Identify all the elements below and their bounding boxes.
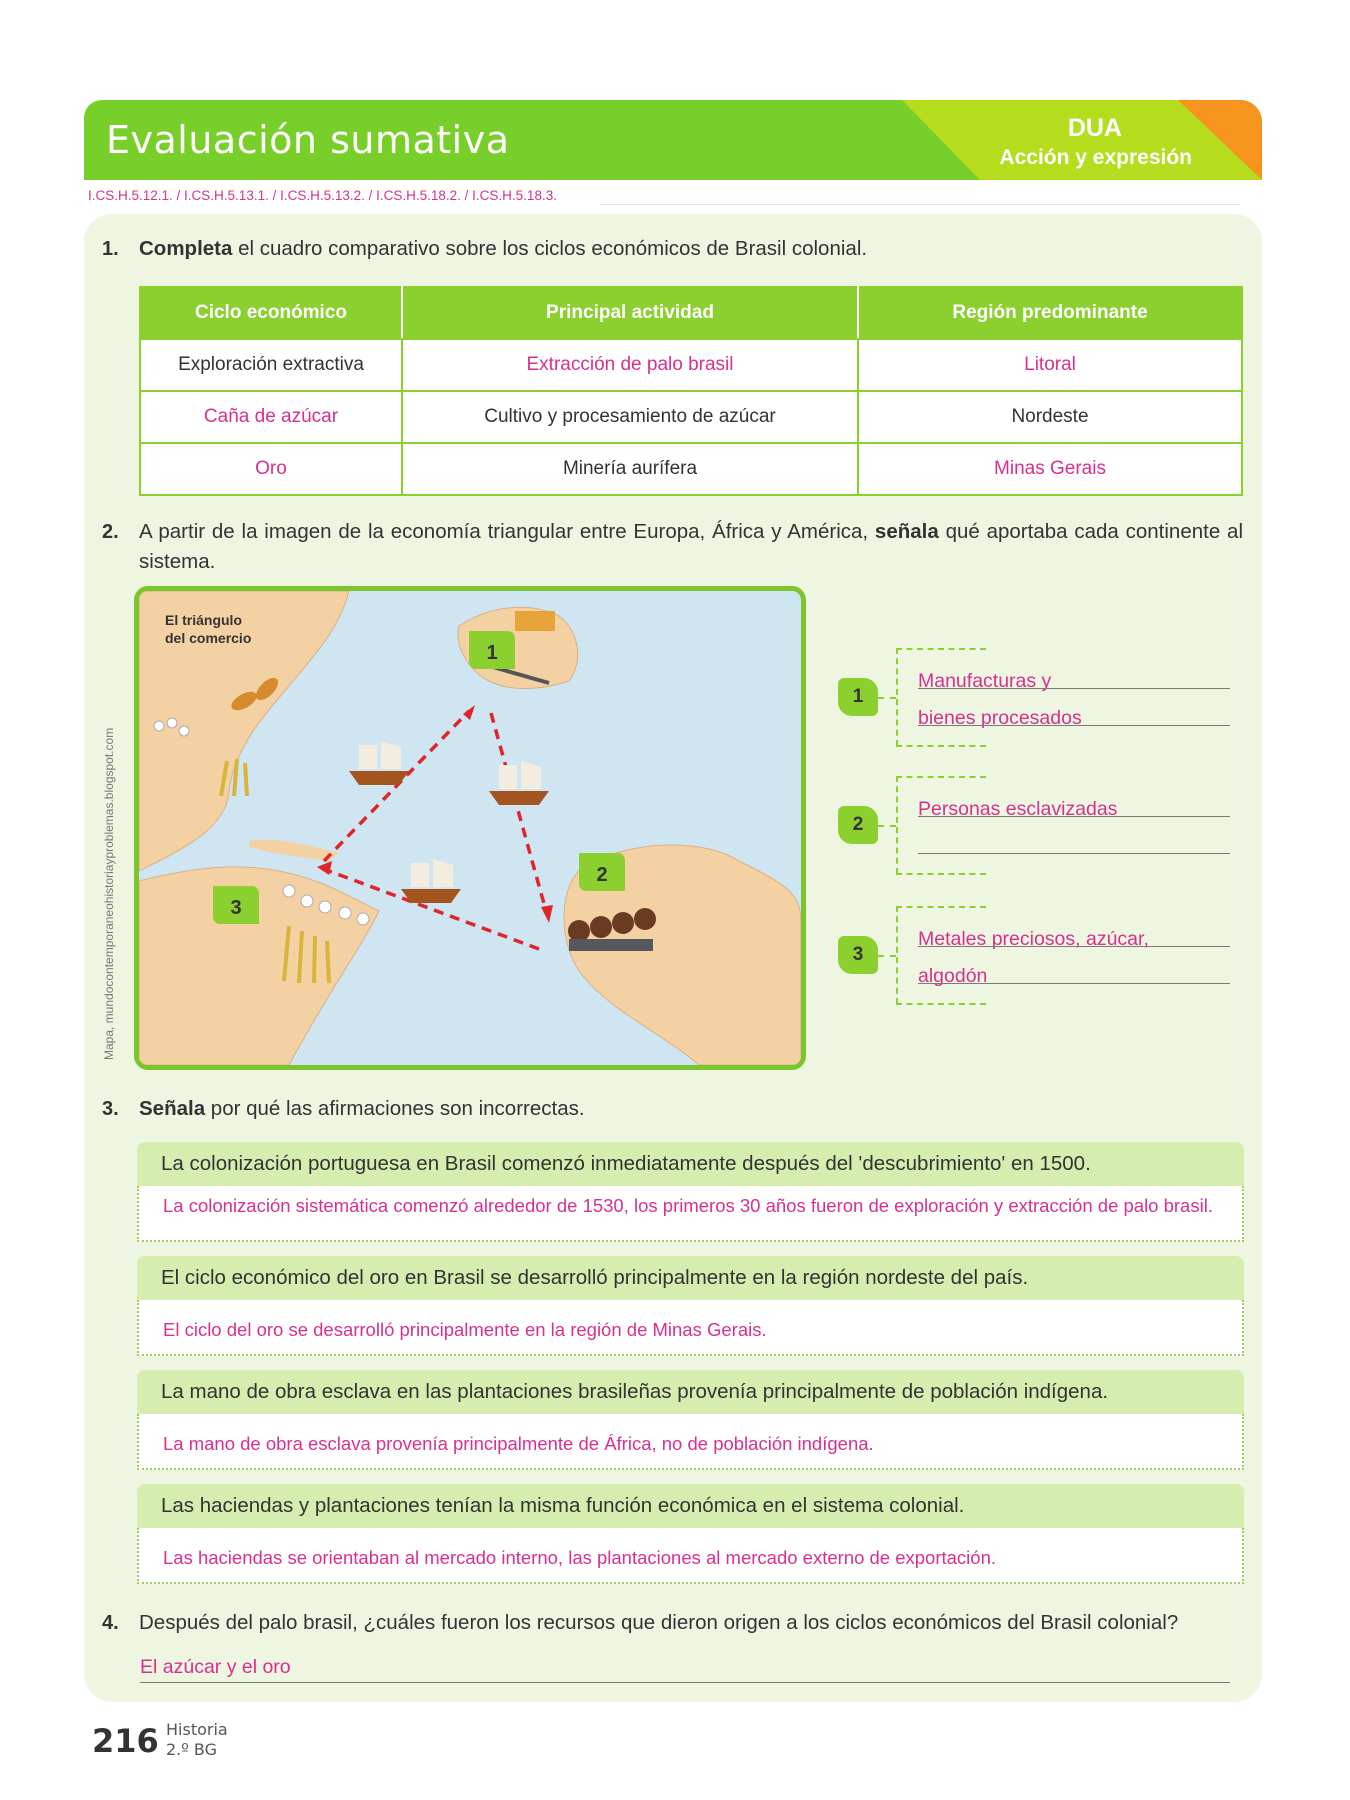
statement-3: La mano de obra esclava en las plantaciones brasileñas provenía principalmente de población indígena.: [137, 1370, 1244, 1414]
footer-subject: [166, 1720, 228, 1760]
table-answer-cell[interactable]: Caña de azúcar: [140, 391, 402, 443]
table-answer-cell[interactable]: Litoral: [858, 339, 1242, 391]
answer-frame-top: [896, 906, 986, 908]
table-cell: Cultivo y procesamiento de azúcar: [402, 391, 858, 443]
ship-icon: [489, 761, 549, 805]
table-header-cell: Ciclo económico: [140, 287, 402, 339]
map-marker-2-label: 2: [596, 864, 608, 886]
answer-box-2: [838, 776, 1258, 876]
route-europe-africa: [491, 713, 546, 911]
map-marker-3-label: 3: [230, 897, 242, 919]
q2-number: 2.: [102, 521, 119, 543]
dua-subtitle: Acción y expresión: [999, 146, 1192, 169]
correction-2[interactable]: El ciclo del oro se desarrolló principalmente en la región de Minas Gerais.: [137, 1300, 1244, 1356]
answer-frame: [896, 776, 898, 874]
table-answer-cell[interactable]: Oro: [140, 443, 402, 495]
table-row: [140, 443, 1242, 495]
q3-verb: Señala: [139, 1097, 206, 1120]
dua-title: DUA: [1067, 114, 1122, 142]
section-header: [84, 100, 1262, 180]
arrowhead-africa: [541, 905, 553, 923]
answer-line-1[interactable]: Personas esclavizadas: [918, 798, 1118, 820]
answer-frame: [896, 648, 898, 746]
answer-rule: [918, 816, 1230, 817]
table-cell: Nordeste: [858, 391, 1242, 443]
q4-number: 4.: [102, 1612, 119, 1634]
answer-line-2[interactable]: bienes procesados: [918, 707, 1082, 729]
table-header-row: [140, 287, 1242, 339]
arrowhead-europe: [463, 705, 475, 720]
answer-box-1: [838, 648, 1258, 748]
curriculum-codes: I.CS.H.5.12.1. / I.CS.H.5.13.1. / I.CS.H.5.13.2. / I.CS.H.5.18.2. / I.CS.H.5.18.3.: [88, 188, 557, 203]
map-marker-1: [469, 631, 515, 669]
q1-verb: Completa: [139, 237, 233, 260]
q2-verb: señala: [874, 520, 939, 543]
answer-line-1[interactable]: Metales preciosos, azúcar,: [918, 928, 1149, 950]
q2-text-before: A partir de la imagen de la economía triangular entre Europa, África y América,: [139, 520, 875, 543]
map-svg: [139, 591, 801, 1065]
table-answer-cell[interactable]: Minas Gerais: [858, 443, 1242, 495]
answer-rule: [918, 853, 1230, 854]
q3-number: 3.: [102, 1098, 119, 1120]
comparison-table: [139, 286, 1243, 496]
answer-frame-top: [896, 648, 986, 650]
statement-2: El ciclo económico del oro en Brasil se desarrolló principalmente en la región nordeste del país.: [137, 1256, 1244, 1300]
answer-badge: 3: [838, 936, 878, 974]
statement-1: La colonización portuguesa en Brasil comenzó inmediatamente después del 'descubrimiento' en 1500.: [137, 1142, 1244, 1186]
answer-rule: [918, 725, 1230, 726]
answer-line-2[interactable]: algodón: [918, 965, 988, 987]
q1-number: 1.: [102, 238, 119, 260]
answer-rule: [918, 688, 1230, 689]
q2-prompt: [139, 517, 1243, 577]
answer-badge: 1: [838, 678, 878, 716]
subject-name: Historia: [166, 1720, 228, 1739]
table-row: [140, 391, 1242, 443]
correction-3[interactable]: La mano de obra esclava provenía principalmente de África, no de población indígena.: [137, 1414, 1244, 1470]
answer-frame-bottom: [896, 745, 986, 747]
answer-rule: [918, 946, 1230, 947]
q1-prompt: [139, 234, 867, 264]
q3-text: por qué las afirmaciones son incorrectas.: [205, 1097, 585, 1120]
answer-badge: 2: [838, 806, 878, 844]
table-cell: Exploración extractiva: [140, 339, 402, 391]
answer-frame-top: [896, 776, 986, 778]
route-america-europe: [324, 711, 469, 861]
q2-text-after: qué aportaba cada continente al sistema.: [139, 520, 1244, 573]
table-answer-cell[interactable]: Extracción de palo brasil: [402, 339, 858, 391]
statement-4: Las haciendas y plantaciones tenían la misma función económica en el sistema colonial.: [137, 1484, 1244, 1528]
map-credit: Mapa, mundocontemporaneohistoriayproblemas.blogspot.com: [102, 727, 116, 1060]
map-title-line2: del comercio: [165, 630, 252, 646]
q4-answer-rule: [140, 1682, 1230, 1683]
q3-prompt: [139, 1094, 585, 1124]
map-title-line1: El triángulo: [165, 612, 242, 628]
q4-answer[interactable]: El azúcar y el oro: [140, 1656, 291, 1678]
correction-1[interactable]: La colonización sistemática comenzó alrededor de 1530, los primeros 30 años fueron de exploración y extracción de palo brasil.: [137, 1186, 1244, 1242]
answer-rule: [918, 983, 1230, 984]
map-marker-1-label: 1: [486, 642, 498, 664]
correction-4[interactable]: Las haciendas se orientaban al mercado interno, las plantaciones al mercado externo de exportación.: [137, 1528, 1244, 1584]
answer-frame-bottom: [896, 1003, 986, 1005]
codes-divider: [600, 204, 1240, 205]
map-marker-2: [579, 853, 625, 891]
answer-frame-bottom: [896, 873, 986, 875]
ship-icon: [401, 859, 461, 903]
answer-box-3: [838, 906, 1258, 1006]
answer-line-1[interactable]: Manufacturas y: [918, 670, 1052, 692]
q1-text: el cuadro comparativo sobre los ciclos económicos de Brasil colonial.: [232, 237, 868, 260]
answer-connector: [878, 955, 896, 957]
q4-prompt: Después del palo brasil, ¿cuáles fueron los recursos que dieron origen a los ciclos económicos del Brasil colonial?: [139, 1611, 1179, 1634]
answer-connector: [878, 825, 896, 827]
table-row: [140, 339, 1242, 391]
table-header-cell: Principal actividad: [402, 287, 858, 339]
table-header-cell: Región predominante: [858, 287, 1242, 339]
grade-name: 2.º BG: [166, 1740, 217, 1759]
table-cell: Minería aurífera: [402, 443, 858, 495]
answer-frame: [896, 906, 898, 1004]
page-number: 216: [92, 1722, 159, 1760]
trade-triangle-map: [134, 586, 806, 1070]
section-title: Evaluación sumativa: [106, 118, 510, 162]
answer-connector: [878, 697, 896, 699]
ship-icon: [349, 741, 409, 785]
map-marker-3: [213, 886, 259, 924]
